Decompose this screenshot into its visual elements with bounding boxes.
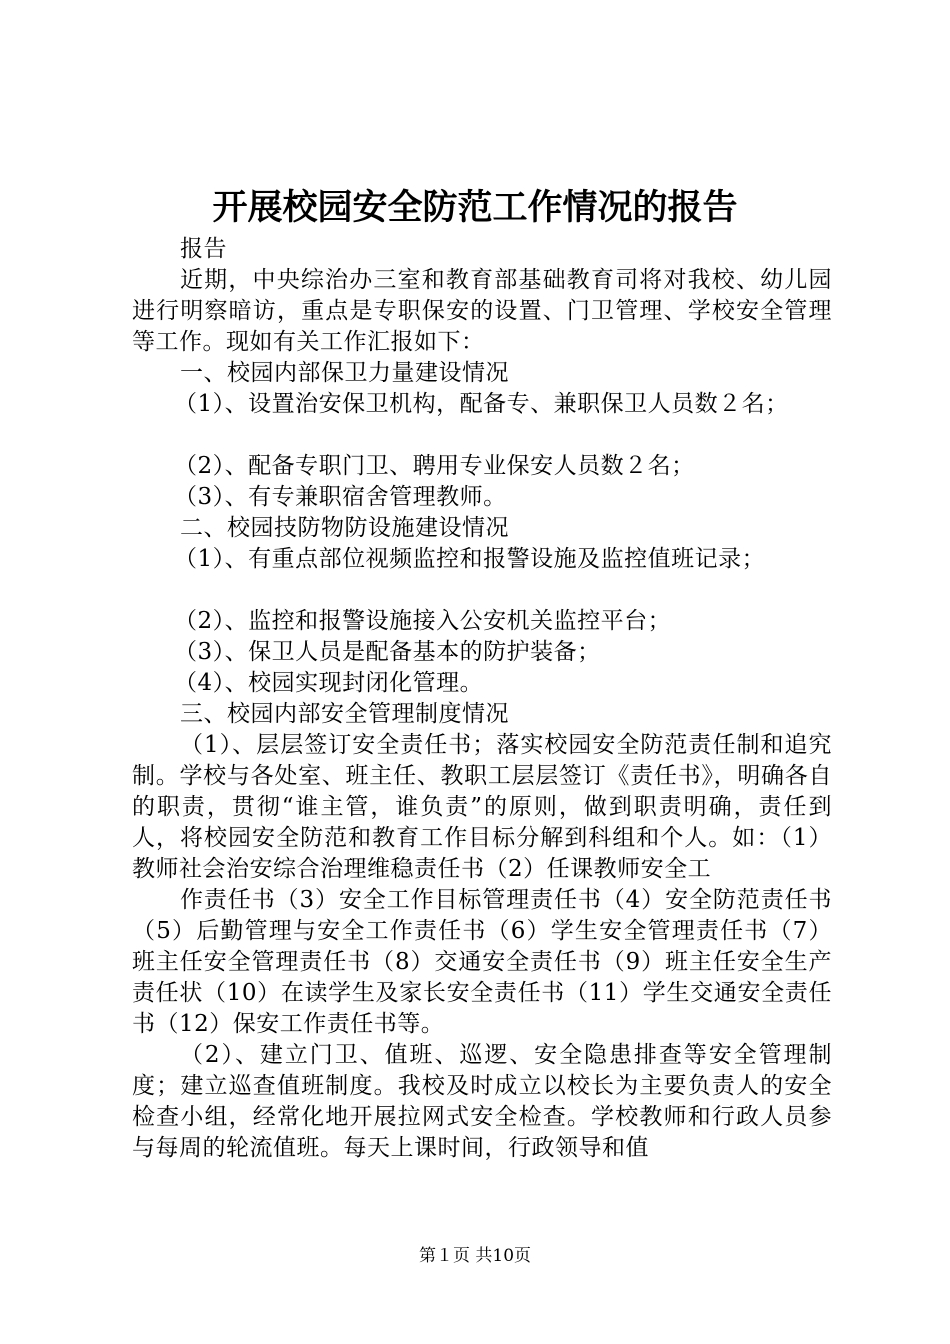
list-item: （2）、配备专职门卫、聘用专业保安人员数２名； xyxy=(174,453,695,479)
paragraph-intro: 近期，中央综治办三室和教育部基础教育司将对我校、幼儿园进行明察暗访，重点是专职保安的设置、门卫管理、学校安全管理等工作。现如有关工作汇报如下： xyxy=(132,267,832,355)
paragraph-heading-report: 报告 xyxy=(180,236,227,262)
list-item: （1）、有重点部位视频监控和报警设施及监控值班记录； xyxy=(174,546,766,572)
paragraph-responsibility-list: 作责任书（3）安全工作目标管理责任书（4）安全防范责任书（5）后勤管理与安全工作责任书（6）学生安全管理责任书（7）班主任安全管理责任书（8）交通安全责任书（9）班主任安全生产责任状（10）在读学生及家长安全责任书（11）学生交通安全责任书（12）保安工作责任书等。 xyxy=(132,887,832,1037)
section-heading-2: 二、校园技防物防设施建设情况 xyxy=(180,515,509,541)
section-heading-3: 三、校园内部安全管理制度情况 xyxy=(180,701,509,727)
paragraph-responsibility: （1）、层层签订安全责任书；落实校园安全防范责任制和追究制。学校与各处室、班主任、教职工层层签订《责任书》，明确各自的职责，贯彻“谁主管，谁负责”的原则，做到职责明确，责任到人，将校园安全防范和教育工作目标分解到科组和个人。如：（1）教师社会治安综合治理维稳责任书（2）任课教师安全工 xyxy=(132,732,832,882)
list-item: （1）、设置治安保卫机构，配备专、兼职保卫人员数２名； xyxy=(174,391,789,417)
list-item: （3）、有专兼职宿舍管理教师。 xyxy=(174,484,507,510)
list-item: （2）、监控和报警设施接入公安机关监控平台； xyxy=(174,608,672,634)
document-body xyxy=(132,234,832,1164)
paragraph-duty-system: （2）、建立门卫、值班、巡逻、安全隐患排查等安全管理制度；建立巡查值班制度。我校及时成立以校长为主要负责人的安全检查小组，经常化地开展拉网式安全检查。学校教师和行政人员参与每周的轮流值班。每天上课时间，行政领导和值 xyxy=(132,1042,832,1161)
list-item: （3）、保卫人员是配备基本的防护装备； xyxy=(174,639,601,665)
section-heading-1: 一、校园内部保卫力量建设情况 xyxy=(180,360,509,386)
page-title: 开展校园安全防范工作情况的报告 xyxy=(212,187,738,228)
list-item: （4）、校园实现封闭化管理。 xyxy=(174,670,484,696)
page-footer: 第１页 共10页 xyxy=(418,1246,532,1266)
